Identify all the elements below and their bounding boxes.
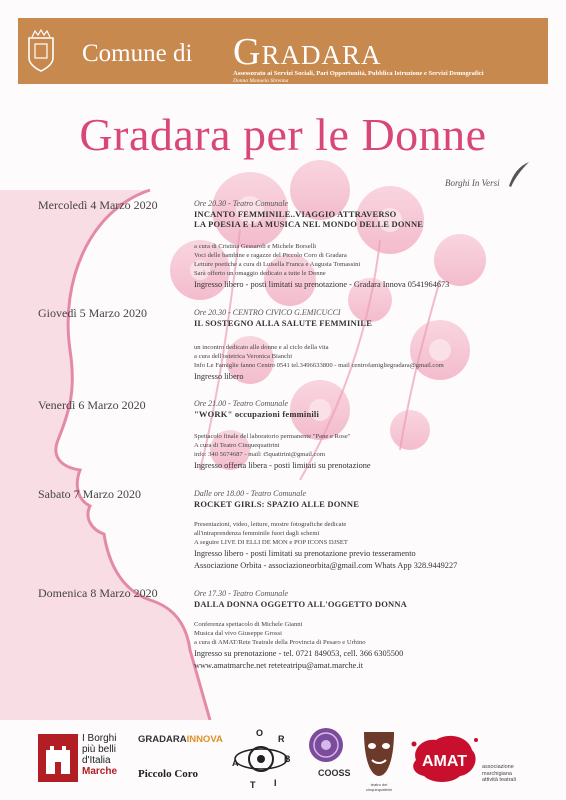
borghi-line: I Borghi <box>82 733 117 744</box>
assessor-name: Donna Manuela Sbrenna <box>233 78 289 84</box>
amat-caption-line: marchigiana <box>482 770 512 777</box>
event-day: Mercoledì 4 Marzo 2020 <box>38 198 158 212</box>
orbita-letter: B <box>284 754 291 764</box>
header-band <box>18 18 548 84</box>
amat-logo <box>408 730 480 786</box>
event-detail: Conferenza spettacolo di Michele Gianni <box>194 621 303 628</box>
borghi-logo-text <box>82 733 117 777</box>
event-time: Ore 17.30 - Teatro Comunale <box>194 589 288 598</box>
orbita-letter: R <box>278 734 285 744</box>
orbita-letter: T <box>250 780 256 790</box>
orbita-logo <box>230 726 292 792</box>
assessorato-line: Assessorato ai Servizi Sociali, Pari Opportunità, Pubblica Istruzione e Servizi Demografici <box>233 70 484 77</box>
event-entry: Associazione Orbita - associazioneorbita@gmail.com Whats App 328.9449227 <box>194 561 458 570</box>
event-detail: Letture poetiche a cura di Luisella Franca e Augusta Tomassini <box>194 261 361 268</box>
event-entry: www.amatmarche.net reteteatripu@amat.marche.it <box>194 661 364 670</box>
gradara-innova-a: GRADARA <box>138 734 187 745</box>
event-detail: Presentazioni, video, letture, mostre fotografiche dedicate <box>194 521 347 528</box>
event-title: "WORK" occupazioni femminili <box>194 409 320 419</box>
amat-wordmark: AMAT <box>422 753 468 770</box>
amat-caption <box>482 764 516 784</box>
event-detail: Spettacolo finale del laboratorio permanente "Pane e Rose" <box>194 433 351 440</box>
amat-caption-line: associazione <box>482 764 514 770</box>
comune-di-label: Comune di <box>82 40 193 67</box>
sponsor-logos <box>0 720 566 800</box>
event-detail: Sarà offerto un omaggio dedicato a tutte le Donne <box>194 270 326 277</box>
event-day: Giovedì 5 Marzo 2020 <box>38 306 147 320</box>
event-detail: Musica dal vivo Giuseppe Grossi <box>194 630 282 637</box>
event-entry: Ingresso su prenotazione - tel. 0721 849053, cell. 366 6305500 <box>194 649 404 658</box>
event-title: INCANTO FEMMINILE..VIAGGIO ATTRAVERSO <box>194 209 397 219</box>
borghi-line: d'Italia <box>82 755 111 766</box>
event-title: IL SOSTEGNO ALLA SALUTE FEMMINILE <box>194 318 373 328</box>
event-entry: Ingresso libero - posti limitati su prenotazione previo tesseramento <box>194 549 416 558</box>
event-entry: Ingresso libero - posti limitati su prenotazione - Gradara Innova 0541964673 <box>194 280 450 289</box>
orbita-letter: I <box>274 778 277 788</box>
event-detail: un incontro dedicato alle donne e al ciclo della vita <box>194 344 329 351</box>
event-title: ROCKET GIRLS: SPAZIO ALLE DONNE <box>194 499 360 509</box>
cooss-logo: COOSS <box>318 768 351 778</box>
event-detail: A seguire LIVE DI ELLI DE MON e POP ICONS DJSET <box>194 539 348 546</box>
quill-icon <box>505 160 531 190</box>
event-detail: a cura di Cristina Gessaroli e Michele Borselli <box>194 243 317 250</box>
event-detail: info: 340 5674687 - mail: t5quattrini@gmail.com <box>194 451 325 458</box>
gradara-innova-b: INNOVA <box>186 734 223 745</box>
event-time: Dalle ore 18.00 - Teatro Comunale <box>194 489 306 498</box>
amat-caption-line: attività teatrali <box>482 777 516 783</box>
castle-icon <box>38 734 78 782</box>
event-detail: a cura di AMAT/Rete Teatrale della Provincia di Pesaro e Urbino <box>194 639 366 646</box>
gradara-innova-logo <box>138 734 223 745</box>
event-day: Sabato 7 Marzo 2020 <box>38 487 141 501</box>
crest-icon <box>26 28 56 72</box>
borghi-castle-logo <box>38 734 78 782</box>
event-day: Venerdì 6 Marzo 2020 <box>38 398 146 412</box>
event-detail: all'intraprendenza femminile fuori dagli schemi <box>194 530 320 537</box>
theatre-mask-logo <box>360 728 398 780</box>
event-detail: Voci delle bambine e ragazze del Piccolo Coro di Gradara <box>194 252 347 259</box>
orbita-letter: O <box>256 728 264 738</box>
borghi-line: più belli <box>82 744 116 755</box>
mask-caption: teatro dei cinquequattrini <box>365 782 393 792</box>
gradara-label: Gradara <box>233 31 382 73</box>
event-detail: a cura dell'ostetrica Veronica Bianchi <box>194 353 293 360</box>
event-time: Ore 20.30 - CENTRO CIVICO G.EMICUCCI <box>194 308 341 317</box>
event-detail: Info Le Famiglie fanno Centro 0541 tel.3496633800 - mail centrofamigliegradara@gmail.com <box>194 362 444 369</box>
event-time: Ore 21.00 - Teatro Comunale <box>194 399 288 408</box>
event-entry: Ingresso offerta libera - posti limitati su prenotazione <box>194 461 371 470</box>
borghi-line: Marche <box>82 766 118 777</box>
poster-title: Gradara per le Donne <box>79 109 487 160</box>
event-time: Ore 20.30 - Teatro Comunale <box>194 199 288 208</box>
event-detail: A cura di Teatro Cinquequattrini <box>194 442 280 449</box>
orbita-letter: A <box>232 758 239 768</box>
event-title: DALLA DONNA OGGETTO ALL'OGGETTO DONNA <box>194 599 408 609</box>
event-title: LA POESIA E LA MUSICA NEL MONDO DELLE DONNE <box>194 219 424 229</box>
event-day: Domenica 8 Marzo 2020 <box>38 586 158 600</box>
borghi-in-versi-signature: Borghi In Versi <box>445 178 500 188</box>
piccolo-coro-logo: Piccolo Coro <box>138 768 198 780</box>
cooss-badge-icon <box>307 726 345 764</box>
event-entry: Ingresso libero <box>194 372 244 381</box>
